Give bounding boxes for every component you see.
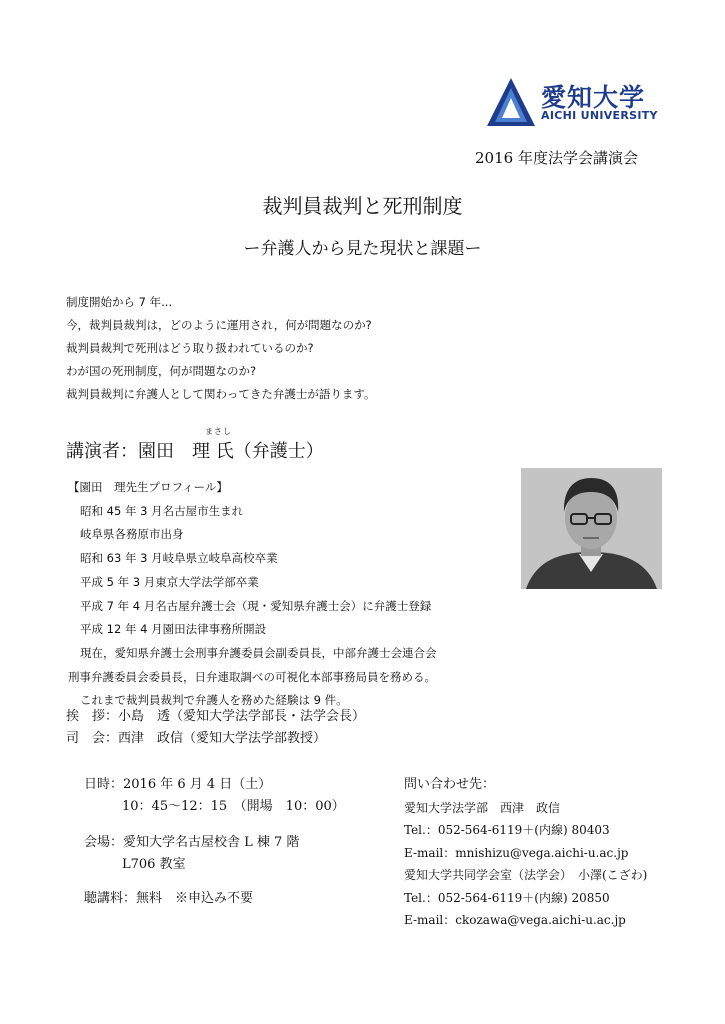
contact1-org: 愛知大学法学部 西津 政信 — [404, 800, 561, 815]
profile-heading: 【園田 理先生プロフィール】 — [68, 480, 228, 494]
venue-line: 会場：愛知大学名古屋校舎 L 棟 7 階 — [84, 835, 300, 850]
contact2-tel: Tel.：052-564-6119＋(内線) 20850 — [404, 890, 610, 905]
contact1-email: E-mail：mnishizu@vega.aichi-u.ac.jp — [404, 845, 629, 860]
contact-heading: 問い合わせ先： — [404, 777, 496, 792]
moderator-line: 司 会：西津 政信（愛知大学法学部教授） — [66, 731, 327, 746]
profile-line: 平成 5 年 3 月東京大学法学部卒業 — [80, 574, 259, 589]
profile-line: 平成 12 年 4 月園田法律事務所開設 — [80, 622, 267, 637]
speaker-profile — [68, 476, 437, 713]
event-details — [84, 774, 345, 910]
intro-line: 裁判員裁判に弁護人として関わってきた弁護士が語ります。 — [66, 387, 376, 401]
fee-line: 聴講料：無料 ※申込み不要 — [84, 891, 254, 906]
profile-line: 平成 7 年 4 月名古屋弁護士会（現・愛知県弁護士会）に弁護士登録 — [80, 598, 432, 613]
contact1-tel: Tel.：052-564-6119＋(内線) 80403 — [404, 823, 610, 837]
greeting-line: 挨 拶：小島 透（愛知大学法学部長・法学会長） — [66, 709, 366, 724]
intro-text — [66, 291, 375, 406]
page-subtitle: ー弁護人から見た現状と課題ー — [243, 239, 482, 259]
intro-line: 今，裁判員裁判は，どのように運用され，何が問題なのか? — [66, 318, 372, 332]
intro-line: 制度開始から 7 年... — [66, 295, 173, 309]
profile-line: これまで裁判員裁判で弁護人を務めた経験は 9 件。 — [80, 693, 348, 708]
contact-info — [404, 774, 647, 932]
contact2-email: E-mail：ckozawa@vega.aichi-u.ac.jp — [404, 913, 626, 927]
speaker-photo — [521, 468, 662, 589]
event-roles — [66, 706, 365, 750]
logo-name-en: AICHI UNIVERSITY — [541, 109, 658, 122]
event-name: 2016 年度法学会講演会 — [475, 149, 638, 167]
date-line: 日時：2016 年 6 月 4 日（土） — [84, 777, 272, 792]
profile-line: 現在，愛知県弁護士会刑事弁護委員会副委員長，中部弁護士会連合会 — [80, 645, 437, 660]
logo-name-jp: 愛知大学 — [541, 83, 646, 112]
profile-line: 岐阜県各務原市出身 — [80, 527, 184, 542]
time-line: 10：45〜12：15 （開場 10：00） — [122, 799, 345, 814]
profile-line: 昭和 63 年 3 月岐阜県立岐阜高校卒業 — [80, 551, 278, 566]
contact2-org: 愛知大学共同学会室（法学会） 小澤(こざわ) — [404, 868, 648, 882]
intro-line: わが国の死刑制度，何が問題なのか? — [66, 364, 257, 378]
intro-line: 裁判員裁判で死刑はどう取り扱われているのか? — [66, 341, 314, 355]
speaker-name-ruby: まさし — [205, 427, 232, 436]
speaker-heading: 講演者：園田 理 氏（弁護士） — [66, 441, 324, 462]
university-logo — [485, 76, 660, 128]
room-line: L706 教室 — [122, 857, 186, 872]
page-title: 裁判員裁判と死刑制度 — [262, 194, 463, 218]
profile-line: 刑事弁護委員会委員長，日弁連取調べの可視化本部事務局員を務める。 — [68, 669, 436, 684]
profile-line: 昭和 45 年 3 月名古屋市生まれ — [80, 503, 244, 518]
logo-triangle-icon — [485, 76, 537, 128]
